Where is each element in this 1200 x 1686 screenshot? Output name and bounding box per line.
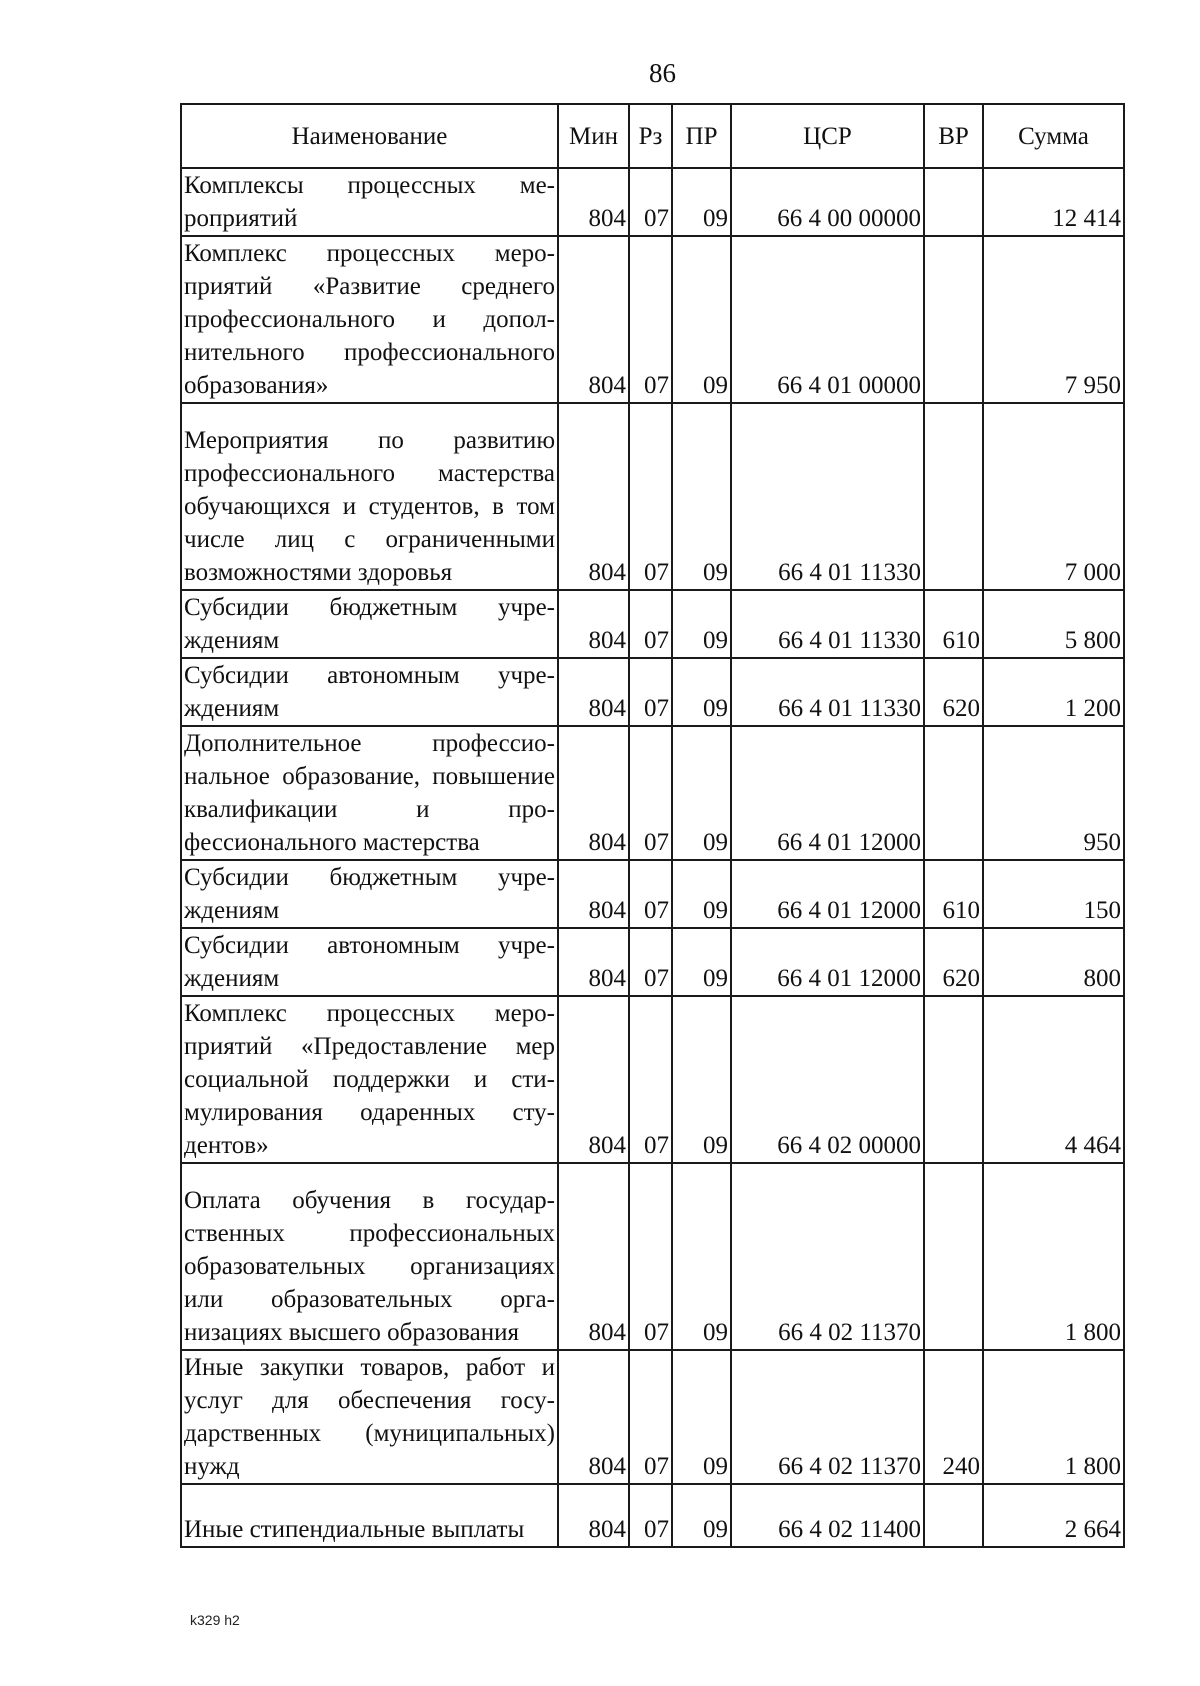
cell-vr: 610 [924,860,983,928]
cell-rz: 07 [629,726,672,860]
cell-min: 804 [558,1163,629,1350]
cell-sum: 1 800 [983,1163,1124,1350]
cell-csr: 66 4 01 11330 [731,403,924,590]
cell-pr: 09 [672,928,731,996]
cell-sum: 1 800 [983,1350,1124,1484]
cell-name: Оплата обучения в государственных профессиональных образовательных организациях или образовательных организациях высшего образования [181,1163,558,1350]
cell-pr: 09 [672,1350,731,1484]
table-row [181,403,1124,590]
cell-sum: 2 664 [983,1484,1124,1547]
cell-min: 804 [558,860,629,928]
cell-pr: 09 [672,1163,731,1350]
cell-min: 804 [558,996,629,1163]
cell-sum: 950 [983,726,1124,860]
cell-min: 804 [558,590,629,658]
cell-min: 804 [558,1484,629,1547]
cell-pr: 09 [672,1484,731,1547]
cell-pr: 09 [672,168,731,236]
table-row [181,590,1124,658]
table-body [181,168,1124,1547]
cell-name: Мероприятия по развитию профессионального мастерства обучающихся и студентов, в том числе лиц с ограниченными возможностями здоровья [181,403,558,590]
cell-name: Комплекс процессных мероприятий «Предоставление мер социальной поддержки и стимулирования одаренных студентов» [181,996,558,1163]
cell-csr: 66 4 02 11400 [731,1484,924,1547]
footer-code: k329 h2 [190,1612,240,1628]
table-row [181,236,1124,403]
cell-min: 804 [558,236,629,403]
cell-csr: 66 4 02 00000 [731,996,924,1163]
table-row [181,726,1124,860]
cell-csr: 66 4 02 11370 [731,1350,924,1484]
header-csr: ЦСР [731,104,924,168]
cell-vr [924,996,983,1163]
cell-vr: 240 [924,1350,983,1484]
cell-min: 804 [558,726,629,860]
cell-sum: 5 800 [983,590,1124,658]
cell-csr: 66 4 01 12000 [731,726,924,860]
cell-csr: 66 4 02 11370 [731,1163,924,1350]
cell-pr: 09 [672,996,731,1163]
cell-min: 804 [558,928,629,996]
cell-sum: 4 464 [983,996,1124,1163]
cell-rz: 07 [629,928,672,996]
page-number: 86 [649,58,676,88]
cell-rz: 07 [629,1484,672,1547]
table-row [181,658,1124,726]
cell-rz: 07 [629,590,672,658]
cell-vr [924,168,983,236]
cell-name: Дополнительное профессиональное образование, повышение квалификации и профессионального мастерства [181,726,558,860]
table-header-row [181,104,1124,168]
cell-rz: 07 [629,996,672,1163]
table-row [181,928,1124,996]
cell-min: 804 [558,658,629,726]
cell-rz: 07 [629,168,672,236]
cell-vr: 620 [924,658,983,726]
cell-rz: 07 [629,1163,672,1350]
cell-rz: 07 [629,860,672,928]
cell-name: Субсидии автономным учреждениям [181,658,558,726]
table-row [181,1163,1124,1350]
cell-vr [924,403,983,590]
cell-rz: 07 [629,403,672,590]
cell-name: Субсидии бюджетным учреждениям [181,590,558,658]
table-row [181,996,1124,1163]
cell-csr: 66 4 00 00000 [731,168,924,236]
cell-csr: 66 4 01 11330 [731,658,924,726]
cell-name: Комплекс процессных мероприятий «Развитие среднего профессионального и дополнительного профессионального образования» [181,236,558,403]
cell-pr: 09 [672,236,731,403]
cell-min: 804 [558,168,629,236]
budget-table [180,103,1125,1548]
header-rz: Рз [629,104,672,168]
cell-rz: 07 [629,236,672,403]
cell-rz: 07 [629,1350,672,1484]
cell-name: Субсидии автономным учреждениям [181,928,558,996]
table-row [181,168,1124,236]
cell-sum: 800 [983,928,1124,996]
cell-vr [924,1484,983,1547]
header-sum: Сумма [983,104,1124,168]
cell-pr: 09 [672,403,731,590]
table-row [181,860,1124,928]
cell-pr: 09 [672,860,731,928]
cell-sum: 7 950 [983,236,1124,403]
header-min: Мин [558,104,629,168]
cell-csr: 66 4 01 12000 [731,860,924,928]
cell-sum: 12 414 [983,168,1124,236]
cell-vr: 610 [924,590,983,658]
cell-name: Иные стипендиальные выплаты [181,1484,558,1547]
cell-pr: 09 [672,590,731,658]
table-row [181,1350,1124,1484]
cell-pr: 09 [672,726,731,860]
cell-rz: 07 [629,658,672,726]
header-vr: ВР [924,104,983,168]
cell-csr: 66 4 01 11330 [731,590,924,658]
header-pr: ПР [672,104,731,168]
cell-csr: 66 4 01 12000 [731,928,924,996]
header-name: Наименование [181,104,558,168]
cell-vr [924,726,983,860]
cell-vr [924,236,983,403]
cell-pr: 09 [672,658,731,726]
cell-vr [924,1163,983,1350]
cell-min: 804 [558,1350,629,1484]
cell-min: 804 [558,403,629,590]
cell-sum: 7 000 [983,403,1124,590]
cell-csr: 66 4 01 00000 [731,236,924,403]
cell-vr: 620 [924,928,983,996]
cell-sum: 1 200 [983,658,1124,726]
cell-name: Субсидии бюджетным учреждениям [181,860,558,928]
table-row [181,1484,1124,1547]
cell-name: Иные закупки товаров, работ и услуг для обеспечения государственных (муниципальных) нужд [181,1350,558,1484]
cell-name: Комплексы процессных мероприятий [181,168,558,236]
cell-sum: 150 [983,860,1124,928]
